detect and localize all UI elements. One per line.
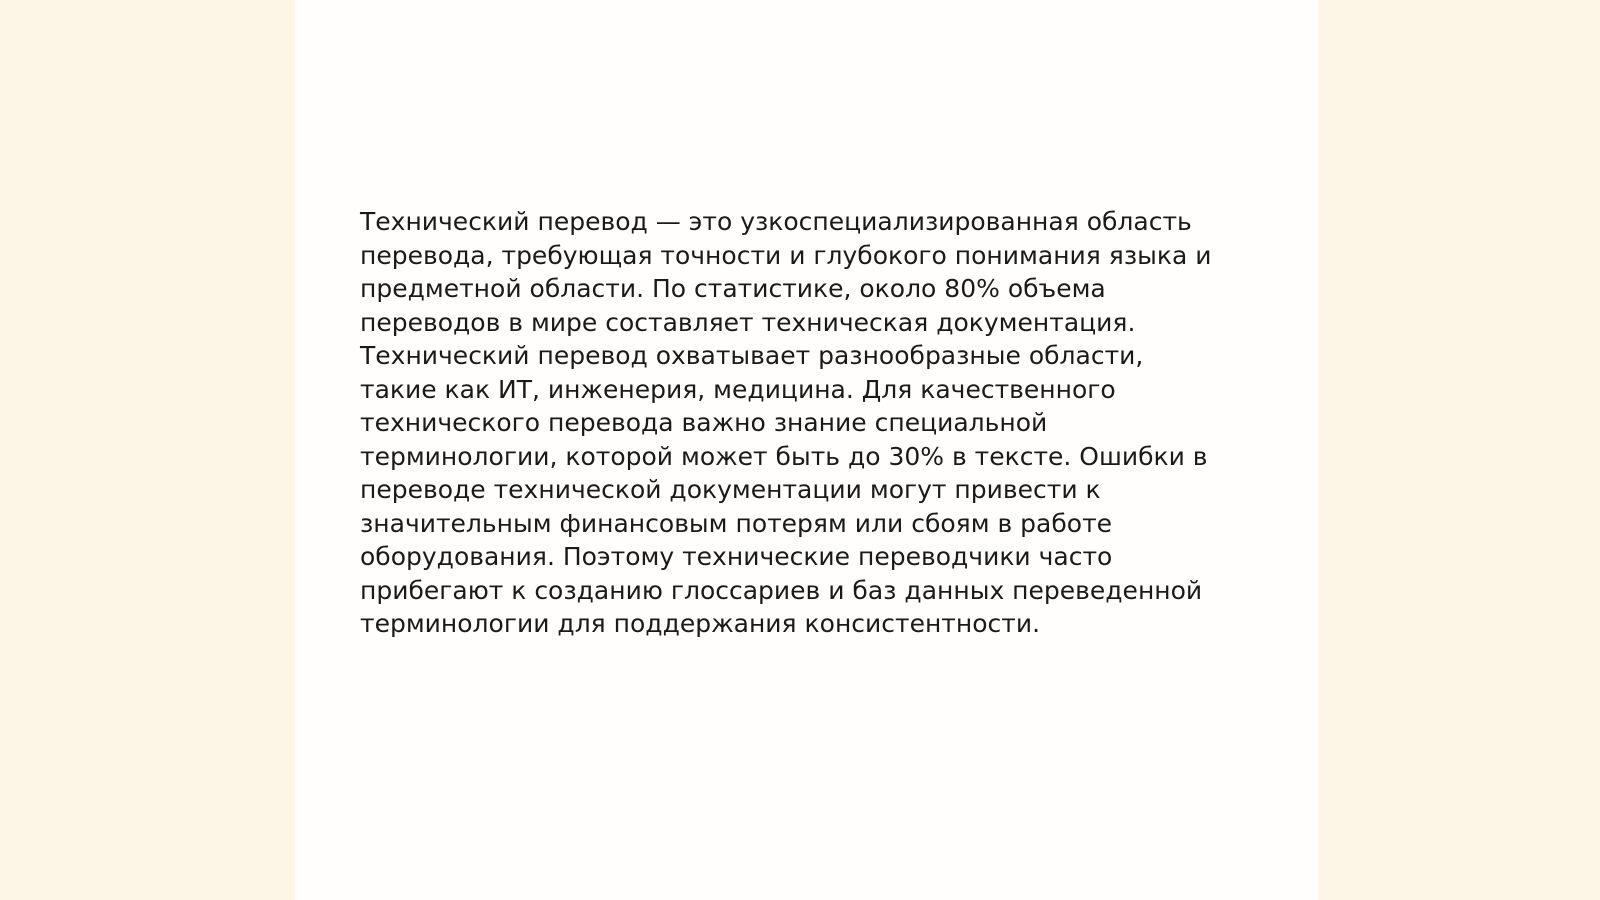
paragraph-line: перевода, требующая точности и глубокого понимания языка и <box>360 240 1212 270</box>
paragraph-line: переводе технической документации могут привести к <box>360 475 1101 504</box>
paragraph-line: технического перевода важно знание специальной <box>360 408 1048 437</box>
paragraph-line: Технический перевод охватывает разнообразные области, <box>360 341 1144 370</box>
paragraph-line: такие как ИТ, инженерия, медицина. Для качественного <box>360 374 1116 404</box>
paragraph-line: предметной области. По статистике, около 80% объема <box>360 274 1106 303</box>
paragraph-line: терминологии, которой может быть до 30% в тексте. Ошибки в <box>360 441 1208 471</box>
paragraph-line: значительным финансовым потерям или сбоям в работе <box>360 508 1113 538</box>
paragraph-line: терминологии для поддержания консистентности. <box>360 609 1041 638</box>
body-paragraph <box>360 205 1260 641</box>
paragraph-line: прибегают к созданию глоссариев и баз данных переведенной <box>360 575 1203 605</box>
paragraph-line: переводов в мире составляет техническая документация. <box>360 307 1136 337</box>
paragraph-line: оборудования. Поэтому технические переводчики часто <box>360 542 1113 571</box>
paragraph-line: Технический перевод — это узкоспециализированная область <box>360 207 1192 236</box>
document-page <box>295 0 1318 900</box>
